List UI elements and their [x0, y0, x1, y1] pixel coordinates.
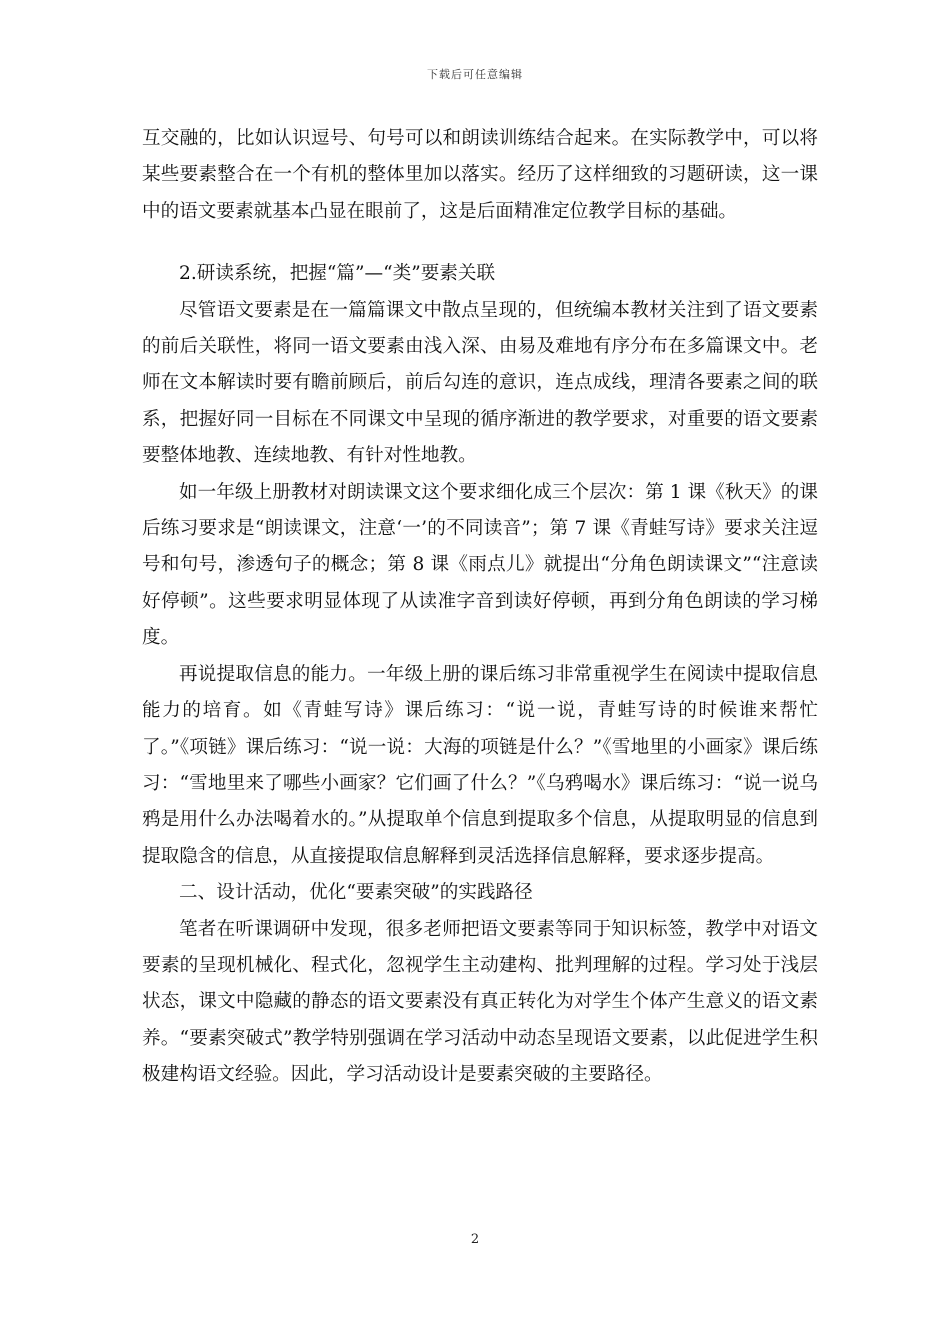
paragraph: 笔者在听课调研中发现，很多老师把语文要素等同于知识标签，教学中对语文要素的呈现机械化、程式化，忽视学生主动建构、批判理解的过程。学习处于浅层状态，课文中隐藏的静态的语文要素没有真正转化为对学生个体产生意义的语文素养。“要素突破式”教学特别强调在学习活动中动态呈现语文要素，以此促进学生积极建构语文经验。因此，学习活动设计是要素突破的主要路径。 — [142, 918, 818, 1086]
page-number: 2 — [470, 1232, 480, 1247]
paragraph: 尽管语文要素是在一篇篇课文中散点呈现的，但统编本教材关注到了语文要素的前后关联性，将同一语文要素由浅入深、由易及难地有序分布在多篇课文中。老师在文本解读时要有瞻前顾后，前后勾连的意识，连点成线，理清各要素之间的联系，把握好同一目标在不同课文中呈现的循序渐进的教学要求，对重要的语文要素要整体地教、连续地教、有针对性地教。 — [142, 299, 818, 467]
paragraph-spacer — [142, 230, 818, 256]
paragraph: 如一年级上册教材对朗读课文这个要求细化成三个层次：第 1 课《秋天》的课后练习要求是“朗读课文，注意‘一’的不同读音”；第 7 课《青蛙写诗》要求关注逗号和句号，渗透句子的概念；第 8 课《雨点儿》就提出“分角色朗读课文”“注意读好停顿”。这些要求明显体现了从读准字音到读好停顿，再到分角色朗读的学习梯度。 — [142, 481, 818, 649]
paragraph: 互交融的，比如认识逗号、句号可以和朗读训练结合起来。在实际教学中，可以将某些要素整合在一个有机的整体里加以落实。经历了这样细致的习题研读，这一课中的语文要素就基本凸显在眼前了，这是后面精准定位教学目标的基础。 — [142, 128, 818, 222]
paragraph: 再说提取信息的能力。一年级上册的课后练习非常重视学生在阅读中提取信息能力的培育。如《青蛙写诗》课后练习：“说一说，青蛙写诗的时候谁来帮忙了。”《项链》课后练习：“说一说：大海的项链是什么？”《雪地里的小画家》课后练习：“雪地里来了哪些小画家？它们画了什么？”《乌鸦喝水》课后练习：“说一说乌鸦是用什么办法喝着水的。”从提取单个信息到提取多个信息，从提取明显的信息到提取隐含的信息，从直接提取信息解释到灵活选择信息解释，要求逐步提高。 — [142, 663, 818, 867]
section-heading: 二、设计活动，优化“要素突破”的实践路径 — [179, 882, 533, 904]
page-header: 下载后可任意编辑 — [427, 68, 523, 81]
section-heading: 2.研读系统，把握“篇”—“类”要素关联 — [179, 263, 496, 285]
document-body — [142, 121, 818, 1094]
